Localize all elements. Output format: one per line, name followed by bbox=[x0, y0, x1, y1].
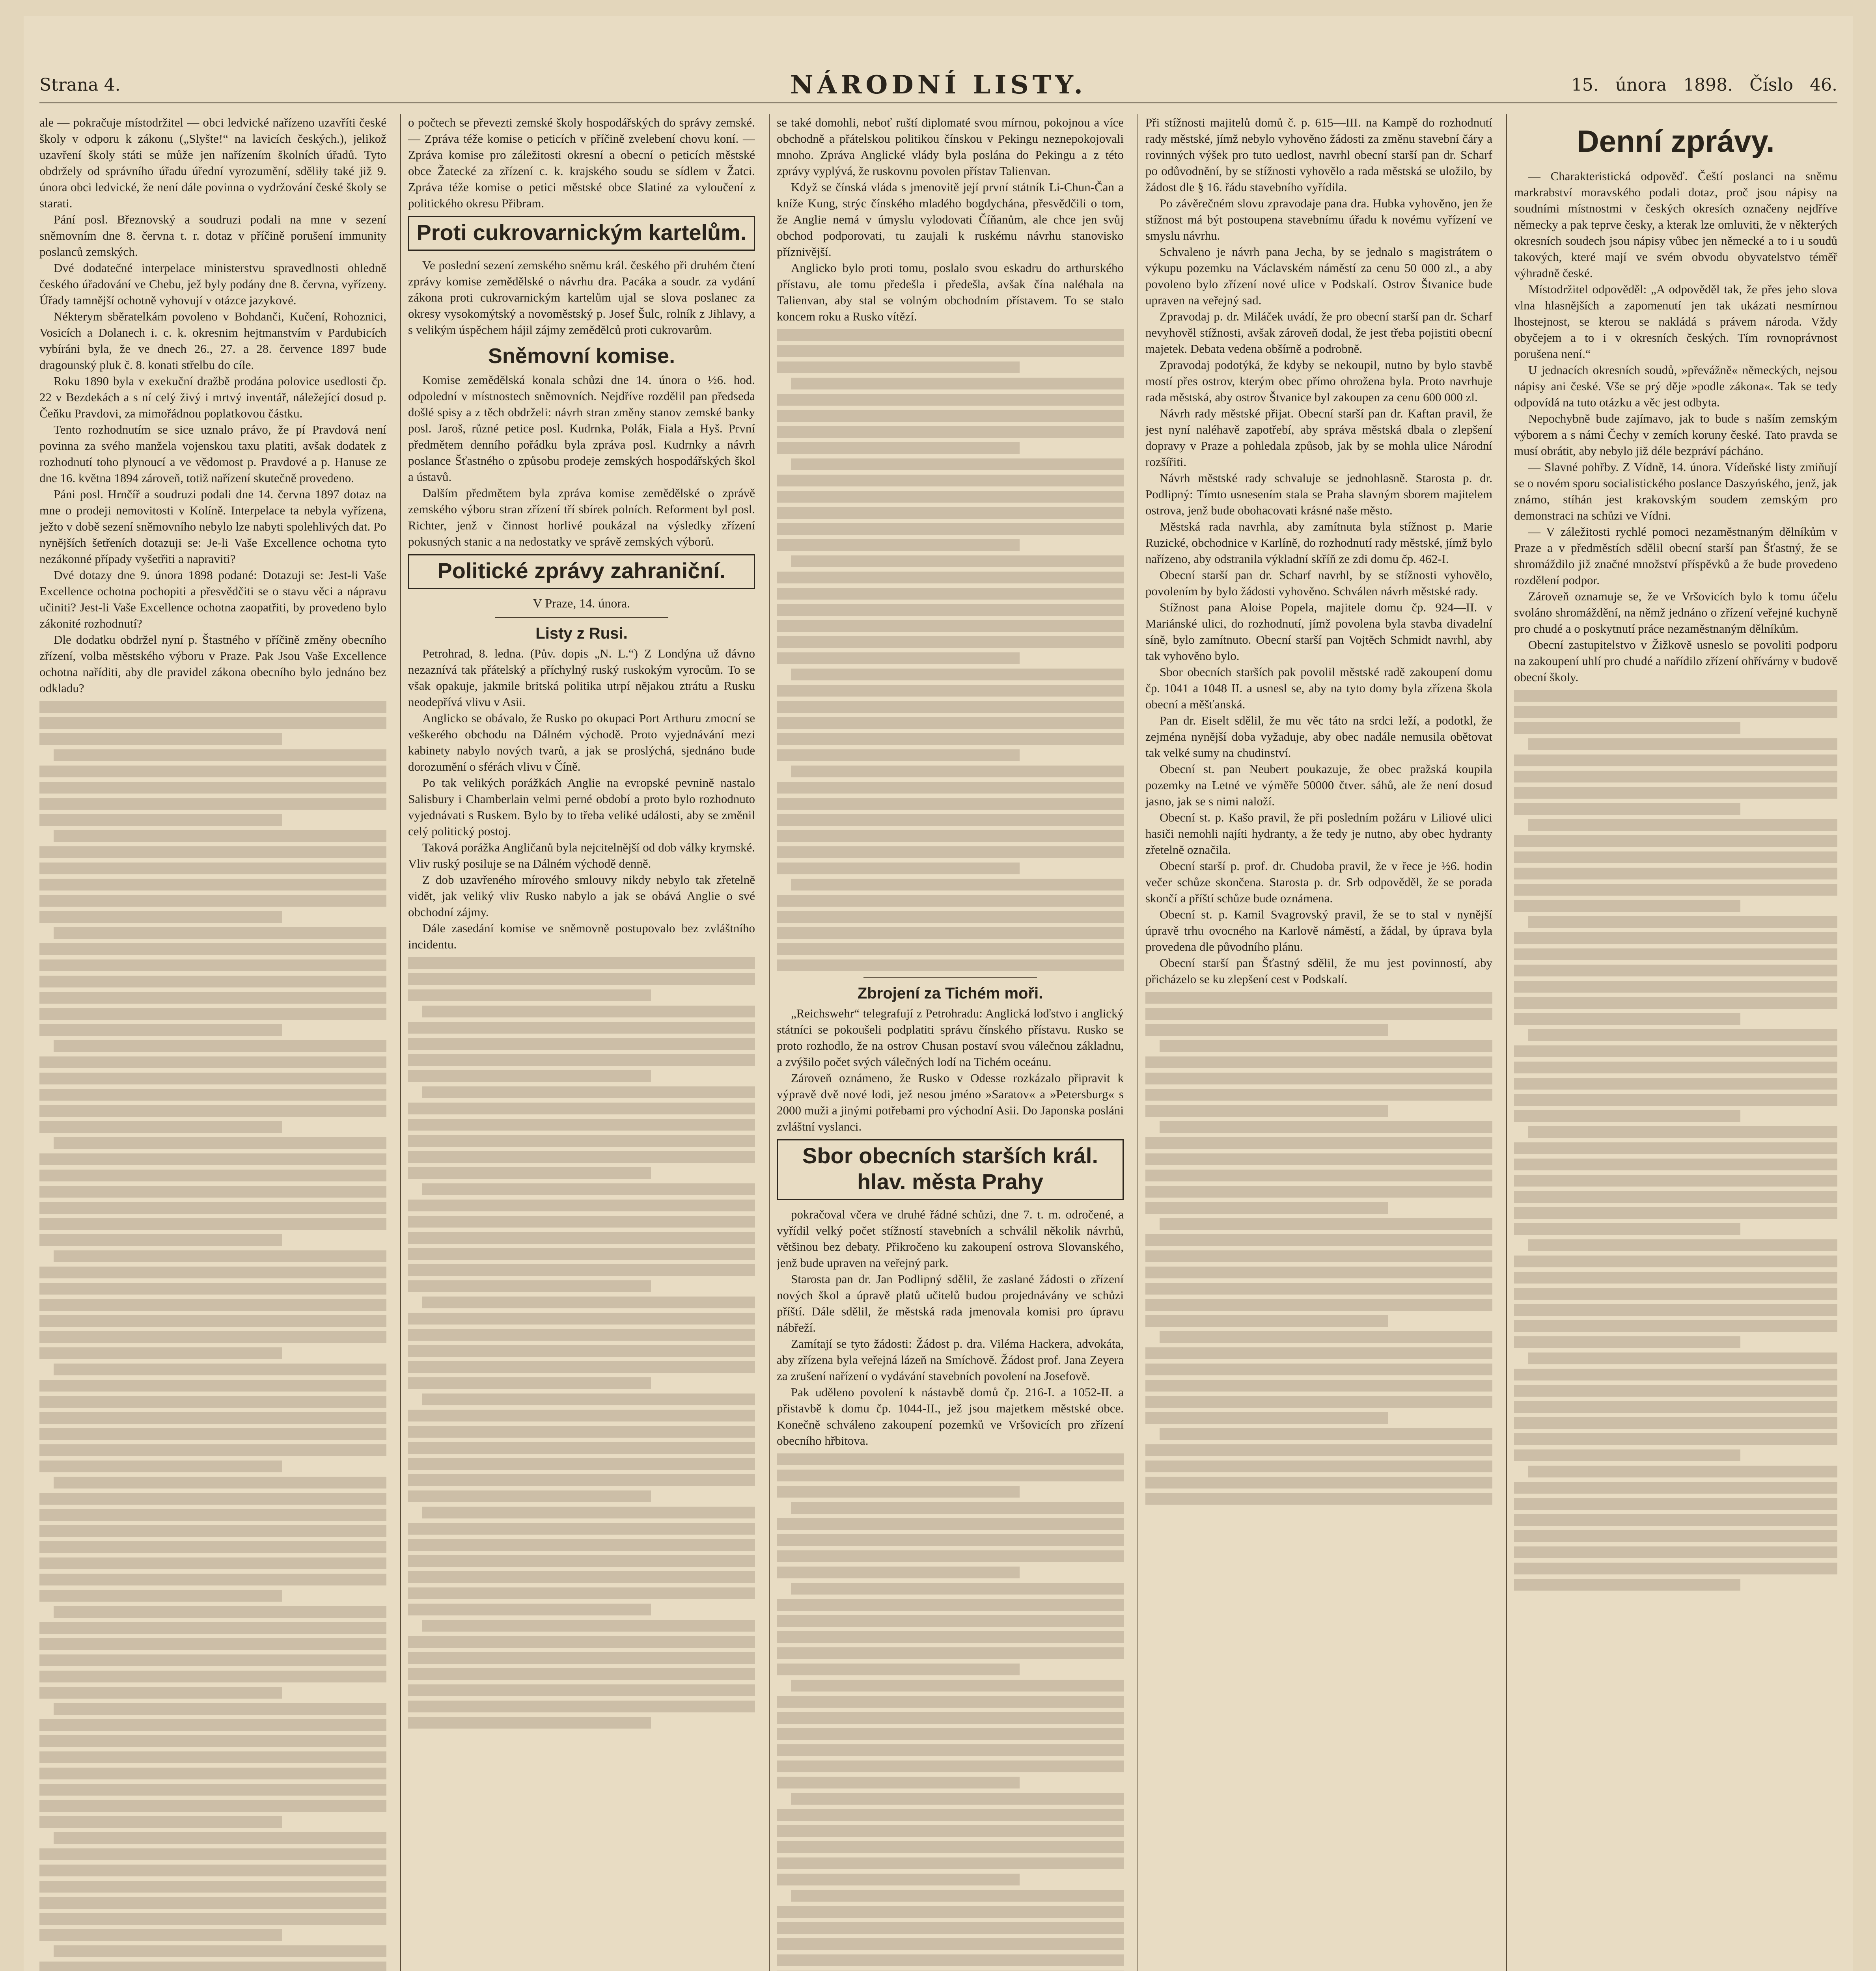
article-paragraph: Zároveň oznamuje se, že ve Vršovicích bylo k tomu účelu svoláno shromáždění, na němž jednáno o zřízení veřejné kuchyně pro chudé a o poskytnutí práce nezaměstnaným dělníkům. bbox=[1514, 589, 1837, 635]
article-paragraph: Anglicko bylo proti tomu, poslalo svou eskadru do arthurského přístavu, ale tomu předešla i předešla, avšak čína naléhala na Talienvan, aby stal se volným obchodním přístavem. To se stalo koncem roku a Rusko vítězí. bbox=[777, 261, 1124, 323]
article-paragraph: Pak uděleno povolení k nástavbě domů čp. 216-I. a 1052-II. a přistavbě k domu čp. 1044-II., jež jsou majetkem městské obce. Konečně schváleno zakoupení pozemků ve Vršovicích pro zřízení obecního hřbitova. bbox=[777, 1385, 1124, 1448]
article-paragraph: Místodržitel odpověděl: „A odpověděl tak, že přes jeho slova vlna hlasnějších a zapomenutí jen tak ukázati nesmírnou lhostejnost, se kterou se nakládá s právem národa. Vždy obyčejem a to i v okresních českých. Tím rovnoprávnost porušena není.“ bbox=[1514, 282, 1837, 361]
article-paragraph: Návrh rady městské přijat. Obecní starší pan dr. Kaftan pravil, že jest nyní naléhavě zapotřebí, aby správa městská dbala o zlepšení dopravy v Praze a pohledala způsob, jak by se mohla ulice Národní rozšířiti. bbox=[1145, 406, 1492, 469]
article-paragraph: Komise zemědělská konala schůzi dne 14. února o ½6. hod. odpolední v místnostech sněmovních. Nejdříve rozdělil pan předseda došlé spisy a z těch obdrželi: návrh stran změny stanov zemské banky posl. Jaroš, různé petice posl. Kudrnka, Polák, Fiala a Hyš. První předmětem denního pořádku byla zpráva posl. Kudrnky a návrh poslance Šťastného o způsobu prodeje zemských hospodářských škol a ústavů. bbox=[408, 373, 755, 484]
column-rule bbox=[400, 114, 401, 1971]
text-filler bbox=[408, 957, 755, 1729]
article-paragraph: Z dob uzavřeného mírového smlouvy nikdy nebylo tak zřetelně vidět, jak veliký vliv Rusko nabylo a jak se obává Anglie o své obchodní zájmy. bbox=[408, 873, 755, 919]
dateline: V Praze, 14. února. bbox=[533, 596, 630, 610]
article-paragraph: Zpravodaj p. dr. Miláček uvádí, že pro obecní starší pan dr. Scharf nevyhověl stížnosti, avšak zároveň dodal, že jest třeba pojistiti obecní majetek. Debata vedena obšírně a podrobně. bbox=[1145, 309, 1492, 356]
article-paragraph: Zamítají se tyto žádosti: Žádost p. dra. Viléma Hackera, advokáta, aby zřízena byla veřejná lázeň na Smíchově. Žádost prof. Jana Zeyera za zrušení nařízení o vydávání stavebních povolení na Josefově. bbox=[777, 1337, 1124, 1383]
article-paragraph: — V záležitosti rychlé pomoci nezaměstnaným dělníkům v Praze a v předměstích sdělil obecní starší pan Šťastný, že se shromáždilo již značné množství příspěvků a že bude provedeno rozdělení podpor. bbox=[1514, 525, 1837, 587]
newspaper-page bbox=[24, 16, 1853, 1971]
section-heading-politicke: Politické zprávy zahraniční. bbox=[408, 554, 755, 589]
text-filler bbox=[777, 329, 1124, 971]
section-heading-listy: Listy z Rusi. bbox=[535, 625, 628, 642]
text-filler bbox=[39, 701, 386, 1971]
divider bbox=[863, 977, 1037, 978]
article-paragraph: Ve poslední sezení zemského sněmu král. českého při druhém čtení zprávy komise zemědělské o návrhu dra. Pacáka a soudr. za vydání zákona proti cukrovarnickým kartelům ujal se slova poslanec za okresy vysokomýtský a novoměstský p. Josef Šulc, rolník z Jihlavy, a s velikým úspěchem hájil zájmy zemědělců proti cukrovarům. bbox=[408, 258, 755, 337]
column-3 bbox=[777, 114, 1124, 1971]
article-paragraph: Dvé dodatečné interpelace ministerstvu spravedlnosti ohledně českého úřadování ve Chebu, jež byly podány dne 8. června, vyřízeny. Úřady tamnější ochotně vyhovují v otázce jazykové. bbox=[39, 261, 386, 307]
article-paragraph: Páni posl. Hrnčíř a soudruzi podali dne 14. června 1897 dotaz na mne o prodeji nemovitosti v Kolíně. Interpelace ta nebyla vyřízena, ježto v době sezení sněmovního nebylo lze nabyti spolehlivých dat. Po nynějších šetřeních dotazuji se: Je-li Vaše Excellence ochotna tyto nezákonné případy vyšetřiti a napraviti? bbox=[39, 487, 386, 566]
article-paragraph: — Slavné pohřby. Z Vídně, 14. února. Vídeňské listy zmiňují se o novém sporu socialistického poslance Daszyńského, jenž, jak známo, stíhán jest krakovským soudem zemským pro demonstraci na schůzi ve Vídni. bbox=[1514, 460, 1837, 522]
masthead bbox=[39, 70, 1837, 104]
page-number: Strana 4. bbox=[39, 75, 121, 95]
text-filler bbox=[1145, 992, 1492, 1505]
article-paragraph: ale — pokračuje místodržitel — obci ledvické nařízeno uzavříti české školy v odporu k zákonu („Slyšte!“ na lavicích českých.), jelikož uzavření školy státi se může jen nařízením školních úřadů. Tyto obdržely od správního úřadu úřední vyrozumění, sděliły také již 9. února obci ledvické, že není dále povinna o vydržování české školy se starati. bbox=[39, 116, 386, 210]
article-paragraph: Zpravodaj podotýká, že kdyby se nekoupil, nutno by bylo stavbě mostí přes ostrov, kterým obec přímo ohrožena byla. Proto navrhuje rada městská, aby ostrov Štvanice byl zakoupen za cenu 600 000 zl. bbox=[1145, 358, 1492, 404]
column-1 bbox=[39, 114, 386, 1971]
section-heading-cukr: Proti cukrovarnickým kartelům. bbox=[408, 216, 755, 251]
article-paragraph: Tento rozhodnutím se sice uznalo právo, že pí Pravdová není povinna za svého manžela vojenskou taxu platiti, avšak dodatek z rozhodnutí toho plynoucí a ve vědomost p. Pravdové a p. Hanuse ze dne 16. května 1894 zároveň, totiž nařízení skutečně provedeno. bbox=[39, 423, 386, 485]
article-paragraph: Sbor obecních starších pak povolil městské radě zakoupení domu čp. 1041 a 1048 II. a usnesl se, aby na tyto domy byla zřízena škola obecní a měšťanská. bbox=[1145, 665, 1492, 711]
article-paragraph: Návrh městské rady schvaluje se jednohlasně. Starosta p. dr. Podlipný: Tímto usnesením stala se Praha slavným sborem majitelem ostrova, jenž bude obohacovati krásné naše město. bbox=[1145, 471, 1492, 517]
article-paragraph: Dle dodatku obdržel nyní p. Štastného v příčině změny obecního zřízení, volba městského výboru v Praze. Pak Jsou Vaše Excellence ochotna naříditi, aby dle pravidel zákona obecního bylo jednáno bez odkladu? bbox=[39, 633, 386, 695]
article-paragraph: Při stížnosti majitelů domů č. p. 615—III. na Kampě do rozhodnutí rady městské, jímž nebylo vyhověno žádosti za změnu stavební čáry a rovinných výšek pro tuto uedlost, navrhl obecní starší pan dr. Scharf po odůvodnění, by se stížnosti vyhovělo a rada městská se uložilo, by žádost dle § 16. řádu stavebního vyřídila. bbox=[1145, 116, 1492, 194]
article-paragraph: U jednacích okresních soudů, »převážně« německých, nejsou nápisy ani české. Vše se prý děje »podle zákona«. Tak se tedy odpovídá na tuto otázku a věc jest odbyta. bbox=[1514, 363, 1837, 409]
article-paragraph: Obecní st. p. Kašo pravil, že při posledním požáru v Liliové ulici hasiči nemohli najíti hydranty, a že tedy je nutno, aby obec hydranty zřetelně označila. bbox=[1145, 810, 1492, 857]
article-paragraph: Obecní starší pan dr. Scharf navrhl, by se stížnosti vyhovělo, povolením by bylo žádosti vyhověno. Schválen návrh městské rady. bbox=[1145, 568, 1492, 598]
article-paragraph: — Charakteristická odpověď. Čeští poslanci na sněmu markrabství moravského podali dotaz, proč jsou nápisy na soudními místnostmi v českých okresích označeny nejdříve německy a pak teprve česky, a kterak lze omluviti, že v některých okresních soudech jsou nápisy vůbec jen německé a to i u soudů takových, které mají ve svém obvodu obyvatelstvo téměř výhradně české. bbox=[1514, 169, 1837, 280]
column-rule bbox=[1506, 114, 1507, 1971]
article-paragraph: Obecní st. pan Neubert poukazuje, že obec pražská koupila pozemky na Letné ve výměře 50000 čtver. sáhů, ale že není dosud jasno, jak se s nimi naloží. bbox=[1145, 762, 1492, 808]
column-4 bbox=[1145, 114, 1492, 1971]
section-heading-zbrojeni: Zbrojení za Tichém moři. bbox=[857, 985, 1043, 1002]
text-filler bbox=[777, 1453, 1124, 1971]
article-paragraph: Obecní zastupitelstvo v Žižkově usneslo se povoliti podporu na zakoupení uhlí pro chudé a nařídilo zřízení ohřívárny v budově obecní školy. bbox=[1514, 638, 1837, 684]
article-paragraph: Obecní starší pan Šťastný sdělil, že mu jest povinností, aby přicházelo se ku zlepšení cest v Podskalí. bbox=[1145, 956, 1492, 986]
article-paragraph: Když se čínská vláda s jmenovitě její první státník Li-Chun-Čan a kníže Kung, strýc čínského mladého bogdychána, přesvědčili o tom, že Anglie nemá v úmyslu vylodovati Číňanům, ale chce jen svůj obchod podporovati, tu zaujali k ruskému návrhu stanovisko příznivější. bbox=[777, 180, 1124, 259]
article-paragraph: „Reichswehr“ telegrafují z Petrohradu: Anglická loďstvo i anglický státníci se pokoušeli podplatiti správu čínského přístavu. Rusko se proto rozhodlo, že na ostrov Chusan postaví svou válečnou základnu, a zvýšilo počet svých válečných lodí na Tichém oceánu. bbox=[777, 1006, 1124, 1069]
issue-number: Číslo 46. bbox=[1749, 75, 1837, 95]
article-paragraph: Taková porážka Angličanů byla nejcitelnější od dob války krymské. Vliv ruský posiluje se na Dálném východě denně. bbox=[408, 840, 755, 870]
article-paragraph: Městská rada navrhla, aby zamítnuta byla stížnost p. Marie Ruzické, obchodnice v Karlíně, do rozhodnutí rady městské, jímž bylo nařízeno, aby odstranila výkladní skříň ze zdi domu čp. 462-I. bbox=[1145, 520, 1492, 566]
article-paragraph: Po tak velikých porážkách Anglie na evropské pevnině nastalo Salisbury i Chamberlain velmi perné období a proto bylo rozhodnuto vyjednávati s Ruskem. Bylo by to třeba veliké události, aby se změnil celý politický postoj. bbox=[408, 776, 755, 838]
text-filler bbox=[1514, 690, 1837, 1591]
article-paragraph: Zároveň oznámeno, že Rusko v Odesse rozkázalo připravit k výpravě dvě nové lodi, jež nesou jméno »Saratov« a »Petersburg« s 2000 muži a jinými potřebami pro východní Asii. Do Japonska posláni zvláštní vyslanci. bbox=[777, 1071, 1124, 1133]
newspaper-title: NÁRODNÍ LISTY. bbox=[790, 70, 1087, 100]
section-heading-sbor: Sbor obecních starších král. hlav. města Prahy bbox=[777, 1139, 1124, 1200]
column-2 bbox=[408, 114, 755, 1971]
article-paragraph: Petrohrad, 8. ledna. (Pův. dopis „N. L.“) Z Londýna už dávno nezaznívá tak přátelský a příchylný ruský ruskokým vyrocům. To se však opakuje, jakmile britská politika utrpí nějakou ztrátu a Rusku neodepřívá vlivu v Asii. bbox=[408, 646, 755, 709]
article-paragraph: pokračoval včera ve druhé řádné schůzi, dne 7. t. m. odročené, a vyřídil velký počet stížností stavebních a schválil několik návrhů, většinou bez debaty. Přikročeno ku zakoupení ostrova Slovanského, jenž bude upraven na veřejný park. bbox=[777, 1207, 1124, 1270]
article-paragraph: Anglicko se obávalo, že Rusko po okupaci Port Arthuru zmocní se veškerého obchodu na Dálném východě. Proto vyjednávání mezi kabinety nabylo nových tvarů, a jak se proslýchá, sjednáno bude dorozumění o sférách vlivu v Číně. bbox=[408, 711, 755, 773]
article-paragraph: Obecní st. p. Kamil Svagrovský pravil, že se to stal v nynější úpravě trhu ovocného na Karlově náměstí, a žádal, by úprava byla provedena dle původního plánu. bbox=[1145, 907, 1492, 954]
article-paragraph: Pání posl. Březnovský a soudruzi podali na mne v sezení sněmovním dne 8. června t. r. dotaz v příčině porušení immunity poslanců zemských. bbox=[39, 212, 386, 259]
article-paragraph: Pan dr. Eiselt sdělil, že mu věc táto na srdci leží, a podotkl, že zejména nynější doba vyžaduje, aby obec nadále nemusila obětovat tak velké sumy na chudinství. bbox=[1145, 714, 1492, 760]
column-5 bbox=[1514, 114, 1837, 1971]
article-paragraph: Nepochybně bude zajímavo, jak to bude s naším zemským výborem a s námi Čechy v zemích koruny české. Tato pravda se musí obrátit, aby nebylo již déle bezpráví pácháno. bbox=[1514, 412, 1837, 458]
article-paragraph: Starosta pan dr. Jan Podlipný sdělil, že zaslané žádosti o zřízení nových škol a úpravě platů učitelů budou projednávány ve schůzi příští. Dále sdělil, že městská rada jmenovala komisi pro úpravu nábřeží. bbox=[777, 1272, 1124, 1334]
column-rule bbox=[769, 114, 770, 1971]
article-paragraph: Roku 1890 byla v exekuční dražbě prodána polovice usedlosti čp. 22 v Bezdekách a s ní celý živý i mrtvý inventář, náležející dosud p. Čeňku Pravdovi, za mimořádnou poplatkovou částku. bbox=[39, 374, 386, 420]
section-heading-denni: Denní zprávy. bbox=[1577, 124, 1775, 158]
issue-info bbox=[1571, 75, 1837, 95]
article-paragraph: Po závěrečném slovu zpravodaje pana dra. Hubka vyhověno, jen že stížnost má být postoupena stavebnímu úřadu k novému vyřízení ve smyslu návrhu. bbox=[1145, 196, 1492, 242]
article-paragraph: Schvaleno je návrh pana Jecha, by se jednalo s magistrátem o výkupu pozemku na Václavském náměstí za cenu 50 000 zl., a aby povoleno bylo zřízení nové ulice v Podskalí. Ostrov Štvanice bude upraven na veřejný sad. bbox=[1145, 245, 1492, 307]
issue-date: 15. února 1898. bbox=[1571, 75, 1733, 95]
article-paragraph: se také domohli, neboť ruští diplomaté svou mírnou, pokojnou a více obchodně a přátelskou politikou čínskou v Pekingu neznepokojovali mnoho. Zpráva Anglické vlády byla poslána do Pekingu a z této zprávy vyplývá, že ruskovnu povolen přístav Talienvan. bbox=[777, 116, 1124, 178]
section-heading-komise: Sněmovní komise. bbox=[488, 344, 675, 368]
divider bbox=[495, 617, 668, 618]
article-paragraph: Dalším předmětem byla zpráva komise zemědělské o zprávě zemského výboru stran zřízení tří sbírek polních. Reforment byl posl. Richter, jenž v činnost horlivé poukázal na výsledky zřízení pokusných stanic a na nedostatky ve správě zemských výborů. bbox=[408, 486, 755, 548]
article-paragraph: Obecní starší p. prof. dr. Chudoba pravil, že v řece je ½6. hodin večer schůze skončena. Starosta p. dr. Srb odpověděl, že se porada skončí a příští schůze bude oznámena. bbox=[1145, 859, 1492, 905]
article-paragraph: o počtech se převezti zemské školy hospodářských do správy zemské. — Zpráva téže komise o peticích v příčině zvelebení chovu koní. — Zpráva komise pro záležitosti okresní a obecní o peticích městské obce Žatecké za zřízení c. k. krajského soudu se sídlem v Žatci. Zpráva téže komise o petici městské obce Slatiné za vyloučení z politického okresu Přibram. bbox=[408, 116, 755, 210]
article-paragraph: Dále zasedání komise ve sněmovně postupovalo bez zvláštního incidentu. bbox=[408, 921, 755, 951]
article-paragraph: Stížnost pana Aloise Popela, majitele domu čp. 924—II. v Mariánské ulici, do rozhodnutí, jímž povolena byla stavba divadelní síně, bylo zamítnuto. Obecní starší pan Vojtěch Schmidt navrhl, aby tak vyhověno bylo. bbox=[1145, 600, 1492, 663]
article-paragraph: Dvé dotazy dne 9. února 1898 podané: Dotazuji se: Jest-li Vaše Excellence ochotna pochopiti a přesvědčiti se o stavu věci a nápravu učiniti? Jest-li Vaše Excellence ochotna zaopatřiti, by provedeno bylo zákonité rozhodnutí? bbox=[39, 568, 386, 630]
article-paragraph: Nékterym sběratelkám povoleno v Bohdanči, Kučení, Rohoznici, Vosicích a Dolanech i. c. k. okresnim hejtmanstvím v Pardubicích vybíráni byla, že ve dnech 26., 27. a 28. července 1897 bude dragounský pluk č. 8. konati střelbu do cíle. bbox=[39, 309, 386, 372]
